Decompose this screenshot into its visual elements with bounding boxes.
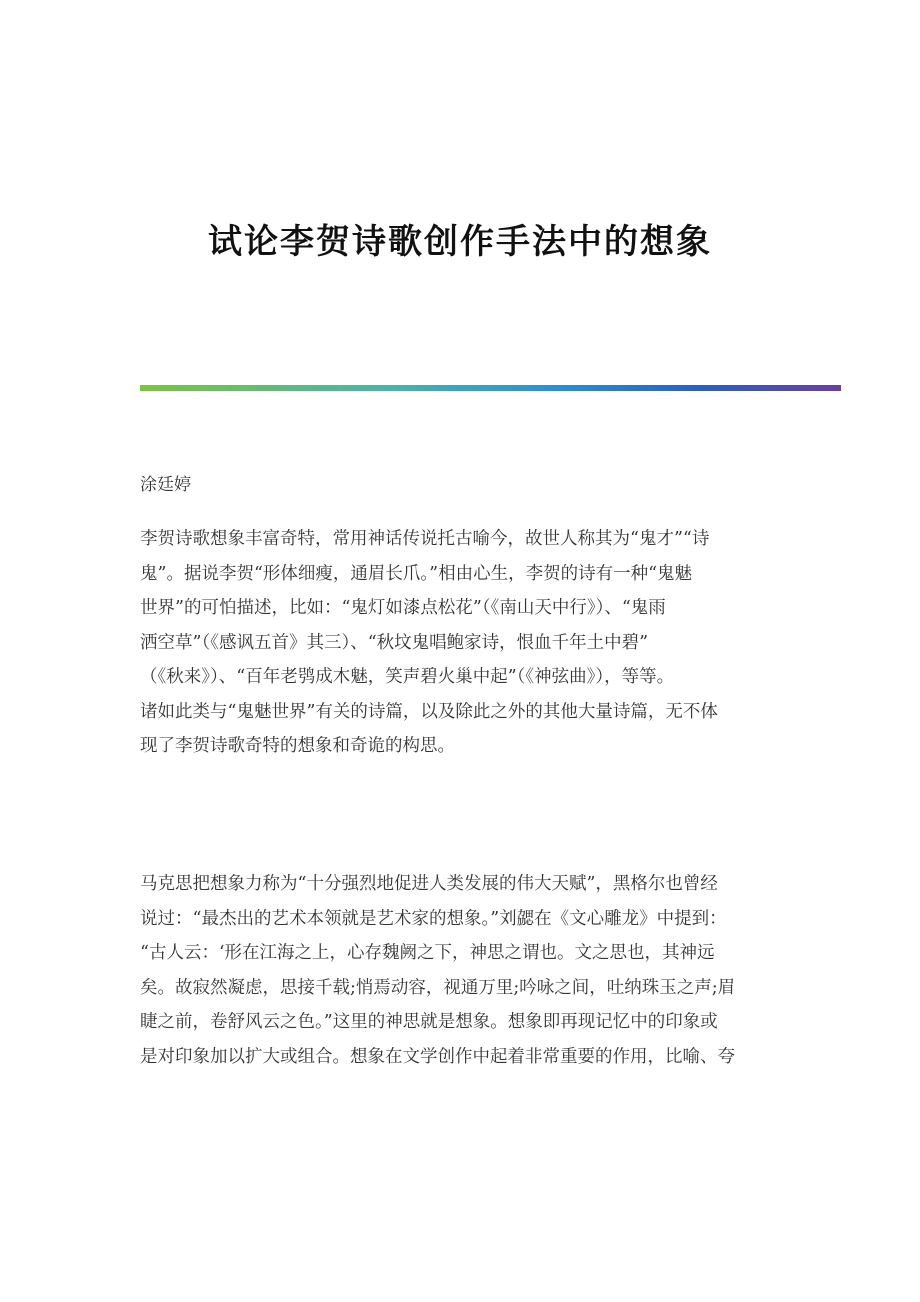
paragraph-line: 世界”的可怕描述，比如：“鬼灯如漆点松花”（《南山天中行》）、“鬼雨 [140, 598, 666, 618]
paragraph-line: 诸如此类与“鬼魅世界”有关的诗篇，以及除此之外的其他大量诗篇，无不体 [140, 701, 718, 722]
author-name: 涂廷婷 [140, 475, 191, 495]
paragraph-line: 矣。故寂然凝虑，思接千载;悄焉动容，视通万里;吟咏之间，吐纳珠玉之声;眉 [140, 977, 736, 998]
gradient-divider [140, 385, 841, 391]
paragraph-2 [140, 867, 790, 1074]
paragraph-1 [140, 522, 790, 764]
paragraph-line: “古人云：‘形在江海之上，心存魏阙之下，神思之谓也。文之思也，其神远 [140, 943, 715, 963]
paragraph-line: 鬼”。据说李贺“形体细瘦，通眉长爪。”相由心生，李贺的诗有一种“鬼魅 [140, 563, 693, 584]
paragraph-line: 马克思把想象力称为“十分强烈地促进人类发展的伟大天赋”，黑格尔也曾经 [140, 874, 718, 894]
document-title: 试论李贺诗歌创作手法中的想象 [208, 222, 712, 262]
paragraph-line: （《秋来》）、“百年老鸮成木魅，笑声碧火巢中起”（《神弦曲》），等等。 [140, 667, 675, 687]
paragraph-line: 李贺诗歌想象丰富奇特，常用神话传说托古喻今，故世人称其为“鬼才”“诗 [140, 529, 710, 549]
paragraph-line: 洒空草”（《感讽五首》其三）、“秋坟鬼唱鲍家诗，恨血千年土中碧” [140, 632, 649, 653]
paragraph-line: 现了李贺诗歌奇特的想象和奇诡的构思。 [140, 736, 455, 756]
paragraph-line: 说过：“最杰出的艺术本领就是艺术家的想象。”刘勰在《文心雕龙》中提到： [140, 908, 727, 929]
paragraph-line: 是对印象加以扩大或组合。想象在文学创作中起着非常重要的作用，比喻、夸 [140, 1046, 735, 1067]
paragraph-line: 睫之前，卷舒风云之色。”这里的神思就是想象。想象即再现记忆中的印象或 [140, 1012, 718, 1032]
